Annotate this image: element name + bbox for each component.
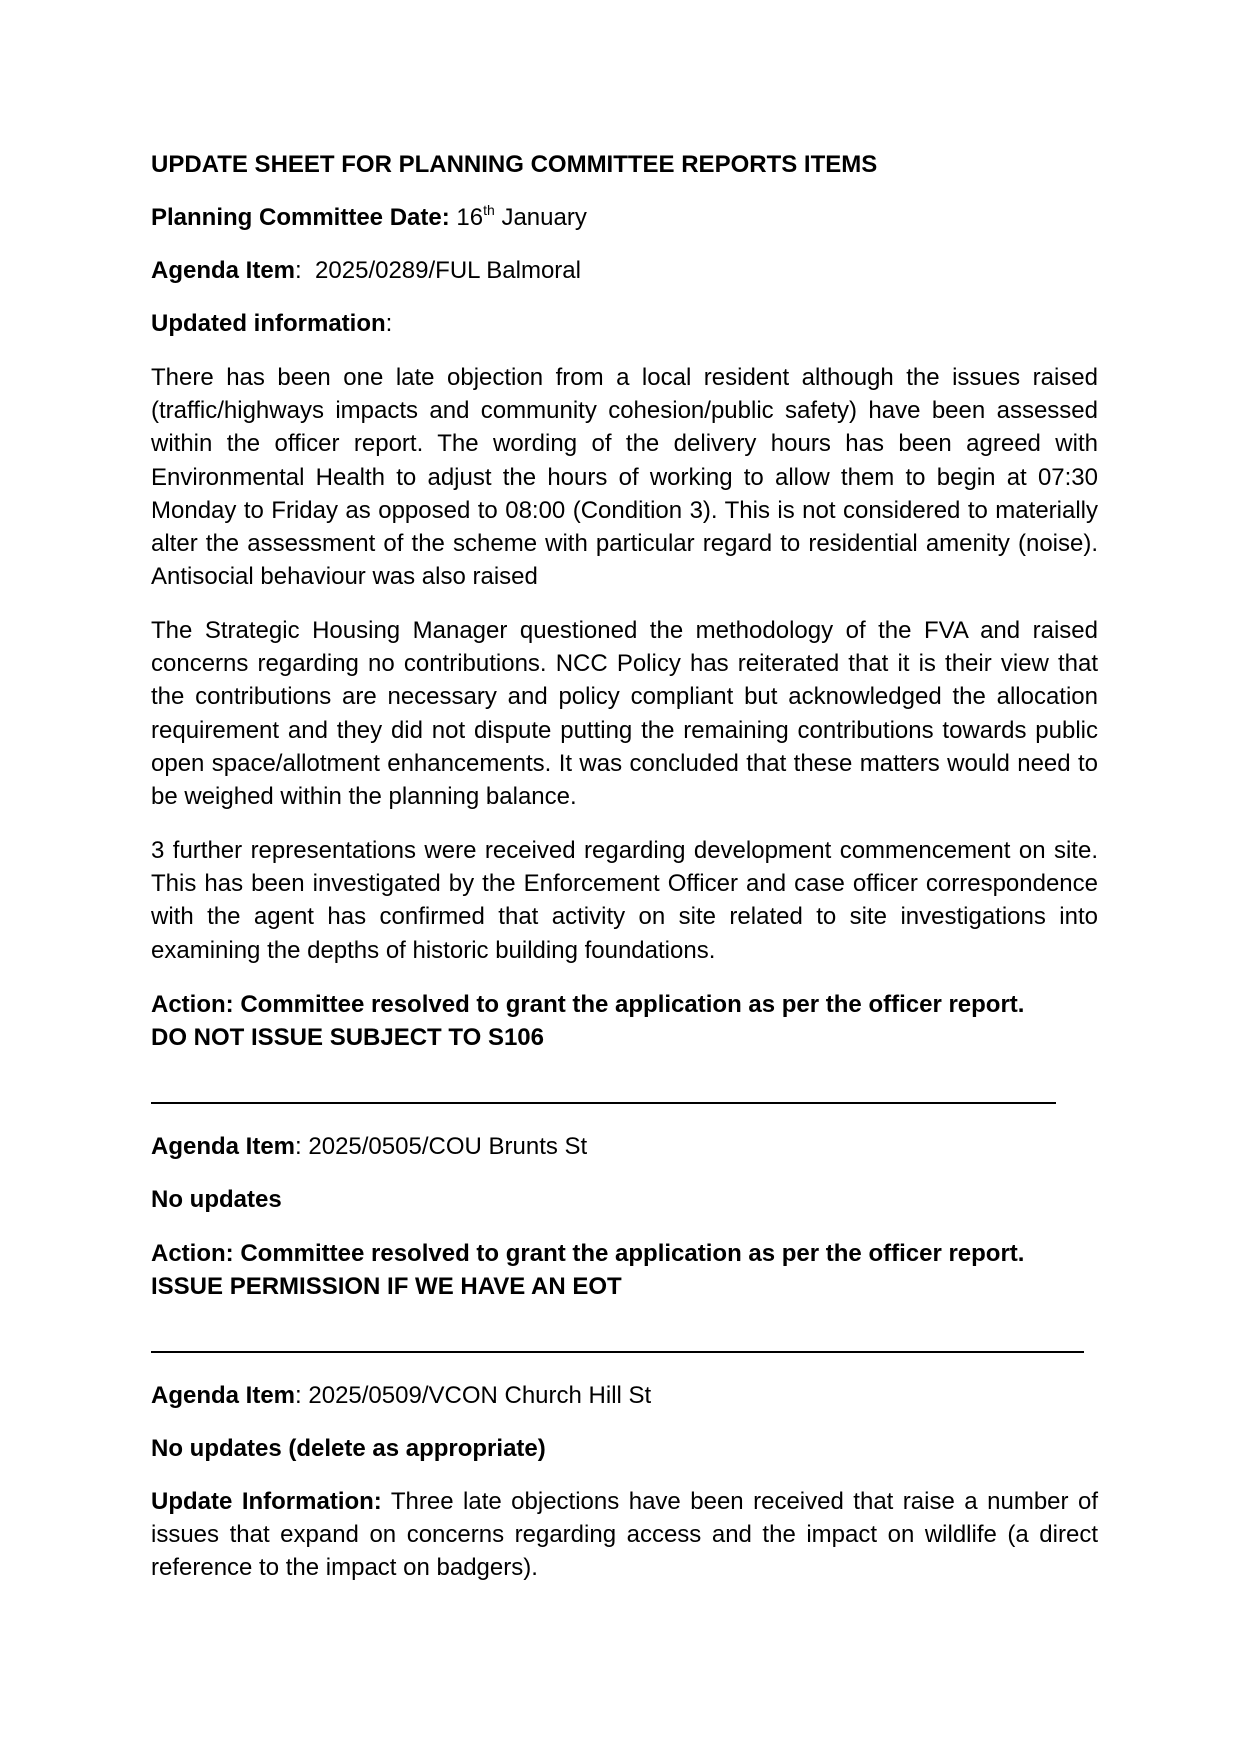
agenda-item-label: Agenda Item <box>151 1133 296 1160</box>
section-divider <box>151 1351 1084 1353</box>
updated-information-label: Updated information <box>151 310 386 337</box>
item-2-action-line-2: ISSUE PERMISSION IF WE HAVE AN EOT <box>151 1273 622 1300</box>
document-title: UPDATE SHEET FOR PLANNING COMMITTEE REPORTS ITEMS <box>151 151 878 178</box>
item-2-action <box>151 1237 1024 1303</box>
item-3-status: No updates (delete as appropriate) <box>151 1435 546 1462</box>
committee-date <box>151 201 587 234</box>
agenda-item-2 <box>151 1130 587 1163</box>
committee-date-month: January <box>501 204 587 231</box>
committee-date-day: 16 <box>456 204 484 231</box>
section-divider <box>151 1102 1056 1104</box>
agenda-item-label: Agenda Item <box>151 257 296 284</box>
item-1-paragraph-3: 3 further representations were received regarding development commencement on site. This has been investigated by the Enforcement Officer and case officer correspondence with the agent has confirmed that activity on site related to site investigations into examining the depths of historic building foundations. <box>151 837 1098 964</box>
agenda-item-label: Agenda Item <box>151 1382 296 1409</box>
item-1-action <box>151 988 1098 1054</box>
item-1-paragraph-1: There has been one late objection from a local resident although the issues raised (traffic/highways impacts and community cohesion/public safety) have been assessed within the officer report. The wording of the delivery hours has been agreed with Environmental Health to adjust the hours of working to allow them to begin at 07:30 Monday to Friday as opposed to 08:00 (Condition 3). This is not considered to materially alter the assessment of the scheme with particular regard to residential amenity (noise). Antisocial behaviour was also raised <box>151 364 1098 591</box>
agenda-item-separator: : <box>295 1382 302 1409</box>
item-1-paragraph-2: The Strategic Housing Manager questioned the methodology of the FVA and raised concerns regarding no contributions. NCC Policy has reiterated that it is their view that the contributions are necessary and policy compliant but acknowledged the allocation requirement and they did not dispute putting the remaining contributions towards public open space/allotment enhancements. It was concluded that these matters would need to be weighed within the planning balance. <box>151 617 1098 811</box>
updated-information-separator: : <box>385 310 393 337</box>
agenda-item-value: 2025/0289/FUL Balmoral <box>315 257 581 284</box>
item-3-update-information <box>151 1485 1098 1585</box>
committee-date-label: Planning Committee Date: <box>151 204 450 231</box>
update-information-text: Three late objections have been received that raise a number of issues that expand on concerns regarding access and the impact on wildlife (a direct reference to the impact on badgers). <box>151 1488 1098 1582</box>
agenda-item-1 <box>151 254 581 287</box>
item-1-action-line-1: Action: Committee resolved to grant the application as per the officer report. <box>151 991 1025 1018</box>
agenda-item-separator: : <box>295 257 302 284</box>
updated-information-heading <box>151 307 392 340</box>
committee-date-suffix: th <box>483 202 495 218</box>
item-2-status: No updates <box>151 1186 282 1213</box>
item-1-action-line-2: DO NOT ISSUE SUBJECT TO S106 <box>151 1024 544 1052</box>
agenda-item-value: 2025/0509/VCON Church Hill St <box>308 1382 652 1409</box>
agenda-item-separator: : <box>295 1133 302 1160</box>
item-2-action-line-1: Action: Committee resolved to grant the application as per the officer report. <box>151 1240 1025 1267</box>
agenda-item-value: 2025/0505/COU Brunts St <box>308 1133 588 1160</box>
agenda-item-3 <box>151 1379 651 1412</box>
update-information-label: Update Information: <box>151 1488 382 1515</box>
